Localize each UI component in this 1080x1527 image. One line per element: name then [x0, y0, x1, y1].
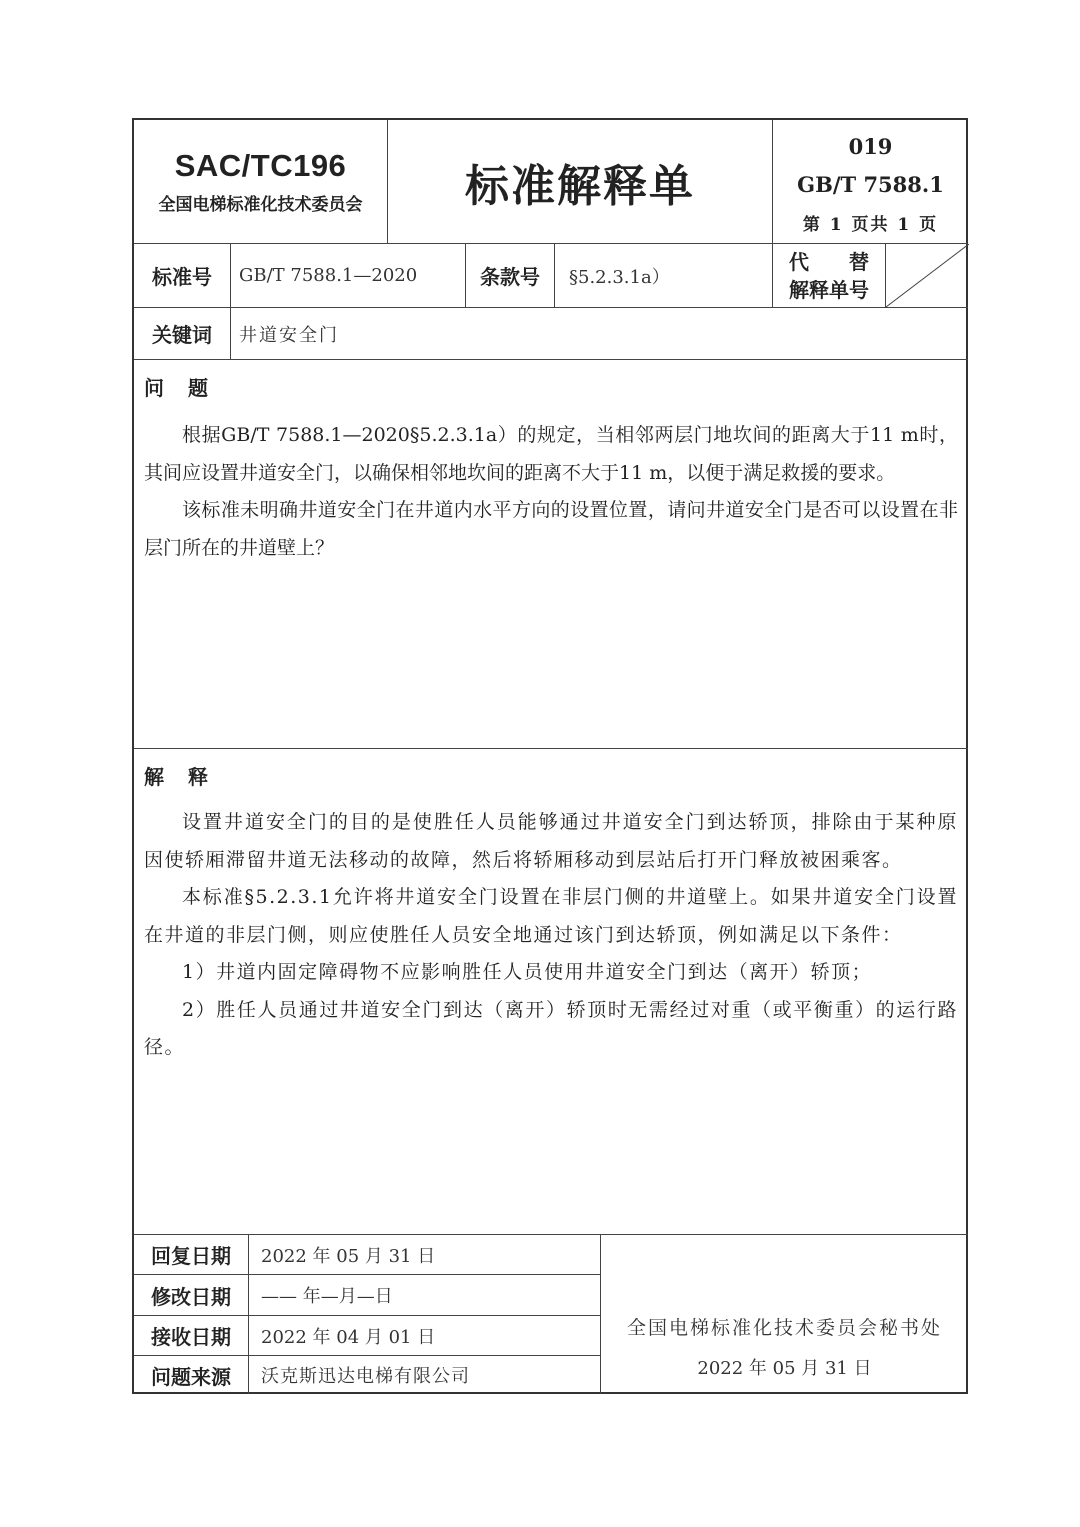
keyword-label-cell	[134, 307, 230, 359]
doc-number: 019	[848, 134, 893, 159]
receive-date-label-cell	[134, 1315, 248, 1355]
modify-date-value-cell	[248, 1274, 600, 1315]
replace-label-cell	[772, 243, 885, 307]
clause-label: 条款号	[480, 265, 540, 289]
issuer-block	[600, 1234, 968, 1394]
std-no-label: 标准号	[152, 265, 212, 289]
modify-date-label: 修改日期	[151, 1284, 231, 1309]
clause-value: §5.2.3.1a）	[569, 266, 670, 288]
org-name: 全国电梯标准化技术委员会	[158, 195, 363, 215]
keyword-label: 关键词	[152, 323, 212, 347]
doc-number-block	[772, 120, 968, 243]
replace-value-cell	[885, 243, 968, 307]
source-label-cell	[134, 1355, 248, 1394]
receive-date-value-cell	[248, 1315, 600, 1355]
replace-label-line2: 解释单号	[789, 277, 869, 302]
reply-date-value: 2022 年 05 月 31 日	[261, 1245, 436, 1267]
empty-diagonal-line	[886, 244, 969, 308]
interpretation-form	[132, 118, 968, 1394]
answer-body	[144, 804, 958, 1067]
source-value-cell	[248, 1355, 600, 1394]
answer-paragraph: 1）井道内固定障碍物不应影响胜任人员使用井道安全门到达（离开）轿顶；	[182, 961, 873, 983]
answer-paragraph: 2）胜任人员通过井道安全门到达（离开）轿顶时无需经过对重（或平衡重）的运行路径。	[144, 998, 958, 1058]
receive-date-value: 2022 年 04 月 01 日	[261, 1326, 436, 1348]
answer-paragraph: 本标准§5.2.3.1允许将井道安全门设置在非层门侧的井道壁上。如果井道安全门设置在井道的非层门侧，则应使胜任人员安全地通过该门到达轿顶，例如满足以下条件：	[144, 886, 958, 946]
modify-date-value: —— 年—月—日	[261, 1286, 393, 1307]
question-paragraph: 根据GB/T 7588.1—2020§5.2.3.1a）的规定，当相邻两层门地坎间的距离大于11 m时，其间应设置井道安全门，以确保相邻地坎间的距离不大于11 m，以便于满足救援的要求。	[144, 424, 958, 484]
question-body	[144, 417, 958, 567]
question-section	[134, 359, 968, 748]
issuer-name: 全国电梯标准化技术委员会秘书处	[626, 1317, 942, 1339]
std-no-value: GB/T 7588.1—2020	[239, 265, 418, 286]
std-no-label-cell	[134, 243, 230, 307]
clause-label-cell	[465, 243, 554, 307]
page-info: 第 1 页共 1 页	[802, 215, 939, 235]
org-block	[134, 120, 387, 243]
keyword-value: 井道安全门	[239, 324, 339, 346]
replace-label-line1: 代 替	[789, 249, 869, 274]
source-label: 问题来源	[151, 1364, 231, 1389]
answer-paragraph: 设置井道安全门的目的是使胜任人员能够通过井道安全门到达轿顶，排除由于某种原因使轿厢滞留井道无法移动的故障，然后将轿厢移动到层站后打开门释放被困乘客。	[144, 811, 958, 871]
modify-date-label-cell	[134, 1274, 248, 1315]
issue-date: 2022 年 05 月 31 日	[697, 1358, 872, 1379]
question-title: 问题	[144, 376, 232, 400]
source-value: 沃克斯迅达电梯有限公司	[261, 1366, 470, 1387]
doc-title: 标准解释单	[465, 160, 695, 212]
answer-title: 解释	[144, 765, 232, 789]
standard-ref: GB/T 7588.1	[797, 172, 944, 197]
keyword-value-cell	[230, 307, 968, 359]
clause-value-cell	[554, 243, 772, 307]
question-paragraph: 该标准未明确井道安全门在井道内水平方向的设置位置，请问井道安全门是否可以设置在非层门所在的井道壁上？	[144, 499, 958, 559]
org-code: SAC/TC196	[174, 148, 347, 183]
std-no-value-cell	[230, 243, 465, 307]
reply-date-label-cell	[134, 1234, 248, 1274]
title-block	[387, 120, 772, 243]
reply-date-label: 回复日期	[151, 1244, 231, 1268]
answer-section	[134, 748, 968, 1234]
reply-date-value-cell	[248, 1234, 600, 1274]
receive-date-label: 接收日期	[151, 1325, 231, 1349]
